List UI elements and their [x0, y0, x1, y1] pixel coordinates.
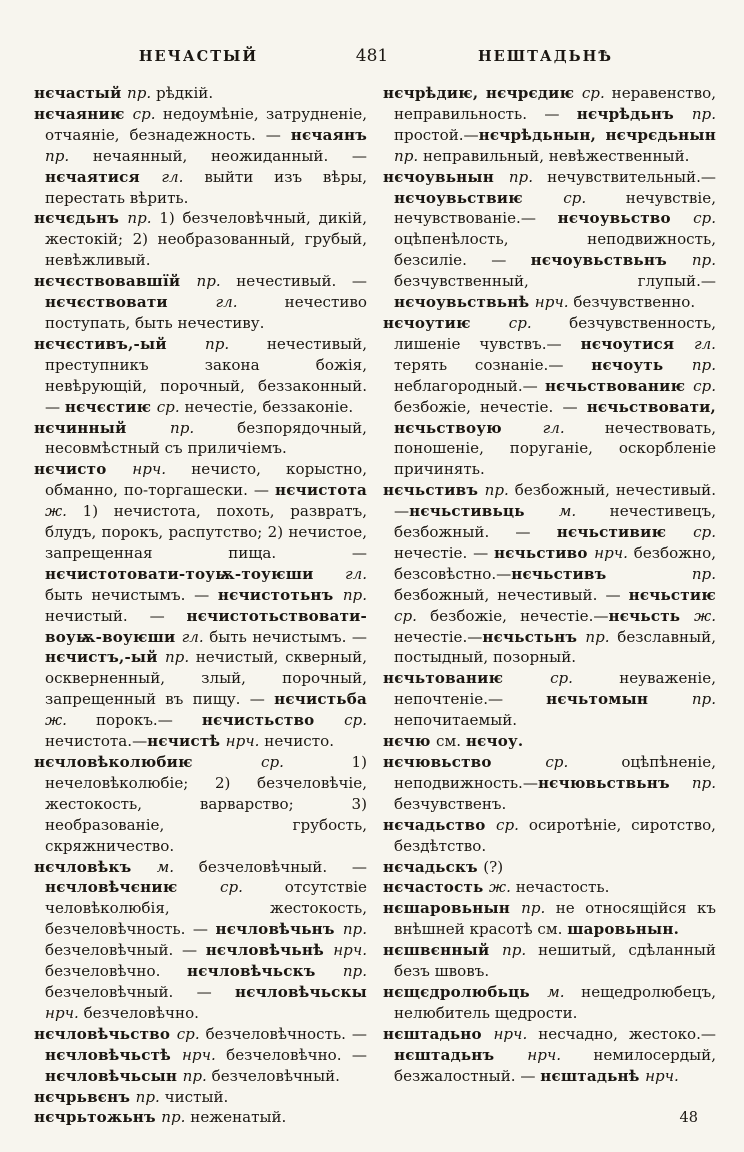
running-head	[0, 0, 744, 66]
definition-text: быть нечистымъ. —	[203, 627, 367, 646]
headword: нєщєдролюбьць	[383, 982, 548, 1001]
grammar-label: гл.	[215, 293, 238, 312]
headword: нєчьсть	[608, 606, 695, 625]
grammar-label: пр.	[691, 773, 716, 792]
page-number: 481	[355, 46, 389, 66]
dictionary-entry	[34, 83, 367, 104]
headword: нєчистьба	[274, 690, 367, 709]
definition-text: не относящійся къ внѣшней красотѣ см.	[394, 899, 716, 939]
dictionary-entry	[383, 480, 716, 668]
grammar-label: гл.	[542, 418, 565, 437]
grammar-label: пр.	[135, 1087, 160, 1106]
headword: нєчловѣчьскъ	[187, 962, 343, 981]
definition-text: немилосердый, безжалостный. —	[394, 1045, 716, 1085]
headword: нєчєдьнъ	[34, 209, 128, 228]
dictionary-entry	[383, 313, 716, 480]
grammar-label: пр.	[691, 104, 717, 123]
dictionary-entry	[383, 752, 716, 815]
grammar-label: ж.	[488, 878, 511, 897]
definition-text: безчувственъ.	[394, 794, 507, 813]
grammar-label: гл.	[181, 627, 204, 646]
headword: нєчловѣчьство	[34, 1024, 177, 1043]
headword: нєчастость	[383, 878, 489, 897]
definition-text: безчеловѣчный. —	[45, 982, 235, 1001]
definition-text: порокъ.—	[66, 711, 202, 730]
headword: нєчловѣчьскы	[234, 982, 367, 1001]
definition-text: неравенство, неправильность. —	[394, 84, 716, 123]
headword: нєчоувьствиѥ	[394, 188, 564, 207]
definition-text: безчеловѣчность. —	[199, 1024, 368, 1043]
dictionary-entry	[34, 208, 367, 271]
grammar-label: пр.	[127, 84, 152, 102]
definition-text: безчувственность, лишеніе чувствъ.—	[394, 313, 716, 353]
grammar-label: гл.	[693, 334, 716, 353]
definition-text: нечестиво поступать, быть нечестиву.	[45, 293, 368, 332]
grammar-label: ср.	[693, 376, 716, 395]
headword: нєчрѣдиѥ, нєчрєдиѥ	[383, 84, 582, 102]
definition-text: неженатый.	[185, 1108, 287, 1127]
headword: нєчаятися	[45, 167, 162, 186]
grammar-label: пр.	[691, 251, 716, 270]
definition-text: неблагородный.—	[394, 376, 545, 395]
definition-text: нечестіе, беззаконіе.	[179, 397, 354, 416]
definition-text: простой.—	[394, 125, 479, 144]
headword: нєчистотьствовати-воуѭ-воуѥши	[45, 606, 367, 646]
headword: нєчоувьствьнъ	[530, 251, 692, 270]
definition-text: безчеловѣчно.	[45, 962, 188, 981]
grammar-label: пр.	[508, 167, 533, 186]
grammar-label: нрч.	[132, 460, 167, 479]
definition-text: безчеловѣчный. —	[174, 857, 367, 876]
grammar-label: нрч.	[181, 1045, 216, 1064]
definition-text: безбожно, безсовѣстно.—	[394, 543, 716, 583]
headword: нєчрѣдьнын, нєчрєдьнын	[478, 125, 716, 144]
definition-text: нечествовать, поношеніе, поруганіе, оскорбленіе причинять.	[394, 418, 716, 479]
dictionary-entry	[34, 752, 367, 857]
headword: нєчєствовати	[45, 293, 216, 312]
definition-text: отсутствіе человѣколюбія, жестокость, безчеловѣчность. —	[45, 878, 367, 939]
definition-text: чистый.	[159, 1087, 229, 1106]
grammar-label: ср.	[581, 84, 605, 102]
definition-text: оцѣпенѣлость, неподвижность, безсиліе. —	[394, 230, 716, 270]
running-head-left: НЕЧАСТЫЙ	[138, 48, 259, 65]
headword: нєчьстиѥ	[628, 585, 716, 604]
grammar-label: пр.	[342, 920, 367, 939]
headword: шаровьнын.	[567, 920, 680, 939]
headword: нєчоувьнын	[383, 167, 509, 186]
definition-text: безчеловѣчно. —	[215, 1045, 367, 1064]
headword: нєчрѣдьнъ	[576, 104, 692, 123]
grammar-label: ж.	[45, 711, 67, 730]
grammar-label: м.	[547, 982, 565, 1001]
definition-text: выйти изъ вѣры, перестать вѣрить.	[45, 167, 367, 207]
headword: нєштадьнъ	[394, 1045, 528, 1064]
running-head-right: НЕШТАДЬНѢ	[477, 48, 614, 65]
dictionary-entry	[34, 459, 367, 752]
grammar-label: пр.	[691, 690, 716, 709]
dictionary-entry	[34, 334, 367, 418]
grammar-label: нрч.	[527, 1045, 562, 1064]
headword: нєчєстивъ,-ый	[34, 334, 206, 353]
right-column	[383, 83, 716, 1128]
grammar-label: нрч.	[645, 1066, 679, 1085]
headword: нєчистъ,-ый	[45, 648, 165, 667]
grammar-label: пр.	[394, 146, 419, 165]
grammar-label: нрч.	[333, 941, 368, 960]
grammar-label: пр.	[182, 1066, 207, 1085]
definition-text: быть нечистымъ. —	[45, 585, 218, 604]
grammar-label: нрч.	[594, 543, 628, 562]
definition-text: безбожный, нечестивый.—	[394, 481, 716, 521]
definition-text: недоумѣніе, затрудненіе, отчаяніе, безнадежность. —	[45, 104, 367, 144]
headword: нєчадьскъ	[383, 857, 484, 876]
definition-text: несчадно, жестоко.—	[527, 1024, 716, 1043]
headword: нєчрьвєнъ	[34, 1087, 136, 1106]
grammar-label: ср.	[508, 313, 532, 332]
grammar-label: пр.	[484, 481, 509, 500]
definition-text: безпорядочный, несовмѣстный съ приличіемъ.	[45, 418, 367, 458]
definition-text: терять сознаніе.—	[394, 355, 592, 374]
definition-text: неправильный, невѣжественный.	[418, 146, 690, 165]
grammar-label: ср.	[693, 523, 716, 542]
definition-text: нечувствительный.—	[533, 167, 716, 186]
definition-text: см.	[436, 732, 466, 751]
dictionary-entry	[383, 877, 716, 898]
headword: нєчьтомын	[546, 690, 692, 709]
grammar-label: пр.	[691, 355, 716, 374]
definition-text: безчувственно.	[568, 293, 696, 312]
grammar-label: пр.	[161, 1108, 186, 1127]
headword: нєчадьство	[383, 815, 497, 834]
headword: нєчоутися	[580, 334, 694, 353]
definition-text: безбожный, нечестивый. —	[394, 585, 629, 604]
headword: нєчьстиво	[494, 543, 595, 562]
dictionary-entry	[383, 857, 716, 878]
dictionary-entry	[34, 104, 367, 209]
grammar-label: ср.	[563, 188, 587, 207]
headword: нєшвєнный	[383, 941, 502, 960]
grammar-label: ср.	[496, 815, 519, 834]
headword: нєчєстиѥ	[64, 397, 157, 416]
headword: нєчастый	[34, 84, 127, 102]
grammar-label: пр.	[342, 962, 367, 981]
grammar-label: ср.	[394, 606, 417, 625]
dictionary-entry	[34, 1024, 367, 1087]
headword: нєчрьтожьнъ	[34, 1108, 162, 1127]
headword: нєчьствованиѥ	[544, 376, 694, 395]
headword: нєчловѣчьнѣ	[205, 941, 334, 960]
definition-text: 1) нечистота, похоть, развратъ, блудъ, порокъ, распутство; 2) нечистое, запрещенная пища. —	[45, 502, 367, 562]
grammar-label: нрч.	[45, 1003, 79, 1022]
grammar-label: м.	[558, 502, 577, 521]
headword: нєчинный	[34, 418, 171, 437]
grammar-label: м.	[156, 857, 175, 876]
definition-text: нечаянный, неожиданный. —	[69, 146, 367, 165]
headword: нєчаянъ	[290, 125, 367, 144]
grammar-label: пр.	[205, 334, 230, 353]
definition-text: нечистота.—	[45, 732, 148, 751]
headword: нєчьстьнъ	[482, 627, 586, 646]
headword: нєчоуть	[591, 355, 692, 374]
definition-text: безславный, постыдный, позорный.	[394, 627, 716, 667]
headword: нєчловѣколюбиѥ	[34, 753, 262, 771]
definition-text: нечестіе. —	[394, 543, 495, 562]
definition-text: нечестіе.—	[394, 627, 483, 646]
headword: нєчьствовати, нєчьствоую	[394, 397, 716, 437]
headword: нєчаяниѥ	[34, 104, 133, 123]
dictionary-entry	[383, 83, 716, 167]
dictionary-entry	[34, 271, 367, 334]
grammar-label: пр.	[342, 585, 367, 604]
definition-text: безчеловѣчно.	[78, 1003, 199, 1022]
definition-text: нечистый, скверный, оскверненный, злый, порочный, запрещенный въ пищу. —	[45, 648, 367, 709]
grammar-label: пр.	[196, 272, 221, 291]
headword: нєчоувьствьнѣ	[394, 293, 535, 312]
dictionary-entry	[383, 898, 716, 940]
definition-text: рѣдкій.	[151, 84, 214, 102]
headword: нєчьтованиѥ	[383, 669, 551, 688]
headword: нєчловѣчєниѥ	[45, 878, 221, 897]
grammar-label: пр.	[585, 627, 610, 646]
headword: нєчоу.	[465, 732, 524, 751]
definition-text: неуваженіе, непочтеніе.—	[394, 669, 716, 709]
headword: нєчювьство	[383, 753, 546, 771]
definition-text: нечестивецъ, безбожный. —	[394, 502, 716, 542]
headword: нєчєствовавшїй	[34, 272, 197, 291]
headword: нєчистьство	[201, 711, 345, 730]
grammar-label: ср.	[545, 753, 569, 771]
grammar-label: пр.	[501, 941, 527, 960]
dictionary-entry	[383, 1024, 716, 1087]
dictionary-entry	[383, 815, 716, 857]
definition-text: нечастость.	[510, 878, 610, 897]
signature-number: 48	[679, 1110, 698, 1126]
headword: нєчоутиѥ	[383, 313, 509, 332]
headword: нєчистотьнъ	[217, 585, 343, 604]
headword: нєчловѣкъ	[34, 857, 157, 876]
definition-text: нечисто, корыстно, обманно, по-торгашески. —	[45, 460, 367, 500]
grammar-label: пр.	[691, 564, 716, 583]
headword: нєчьстивъ	[383, 481, 485, 500]
grammar-label: пр.	[164, 648, 190, 667]
grammar-label: ср.	[344, 711, 367, 730]
dictionary-entry	[383, 167, 716, 313]
definition-text: безчувственный, глупый.—	[394, 272, 716, 291]
definition-text: непочитаемый.	[394, 711, 518, 730]
headword: нєчловѣчьсын	[45, 1066, 183, 1085]
definition-text: оцѣпѣненіе, неподвижность.—	[394, 753, 716, 792]
headword: нєчистотовати-тоуѭ-тоуѥши	[45, 564, 345, 583]
headword: нєшаровьнын	[383, 899, 522, 918]
grammar-label: нрч.	[534, 293, 569, 312]
headword: нєчювьствьнъ	[537, 773, 692, 792]
definition-text: нечестивый, преступникъ закона божія, невѣрующій, порочный, беззаконный. —	[45, 334, 367, 416]
definition-text: (?)	[483, 857, 504, 876]
grammar-label: ж.	[694, 606, 716, 625]
grammar-label: гл.	[161, 167, 184, 186]
grammar-label: нрч.	[225, 732, 260, 751]
headword: нєчловѣчьнъ	[215, 920, 343, 939]
definition-text: нешитый, сдѣланный безъ швовъ.	[394, 941, 716, 981]
headword: нєчистота	[274, 481, 367, 500]
headword: нєчьстивьць	[409, 502, 559, 521]
dictionary-entry	[383, 982, 716, 1024]
dictionary-entry	[34, 1087, 367, 1108]
headword: нєчьстивиѥ	[556, 523, 694, 542]
headword: нєчоувьство	[557, 209, 694, 228]
headword: нєчловѣчьстѣ	[45, 1045, 182, 1064]
definition-text: нечистый. —	[45, 606, 187, 625]
grammar-label: ж.	[45, 502, 67, 521]
definition-text: безчеловѣчный.	[206, 1066, 340, 1085]
definition-text: осиротѣніе, сиротство, бездѣтство.	[394, 815, 716, 855]
dictionary-entry	[383, 731, 716, 752]
dictionary-entry	[383, 940, 716, 982]
definition-text: 1) нечеловѣколюбіе; 2) безчеловѣчіе, жестокость, варварство; 3) необразованіе, грубость, скряжничество.	[45, 753, 367, 855]
grammar-label: ср.	[261, 753, 284, 771]
dictionary-entry	[34, 418, 367, 460]
definition-text: нечестивый. —	[220, 272, 367, 291]
grammar-label: пр.	[521, 899, 546, 918]
headword: нєштадьнѣ	[540, 1066, 646, 1085]
grammar-label: ср.	[132, 104, 156, 123]
headword: нєштадьно	[383, 1024, 494, 1043]
definition-text: нечувствіе, нечувствованіе.—	[394, 188, 716, 228]
headword: нєчю	[383, 732, 437, 751]
definition-text: нечисто.	[259, 732, 334, 751]
definition-text: безбожіе, нечестіе. —	[394, 397, 587, 416]
grammar-label: пр.	[170, 418, 195, 437]
headword: нєчисто	[34, 460, 133, 479]
grammar-label: нрч.	[493, 1024, 528, 1043]
headword: нєчьстивъ	[511, 564, 692, 583]
grammar-label: пр.	[127, 209, 152, 228]
grammar-label: ср.	[550, 669, 573, 688]
text-body	[0, 66, 744, 1128]
grammar-label: ср.	[693, 209, 717, 228]
grammar-label: ср.	[156, 397, 180, 416]
grammar-label: ср.	[220, 878, 243, 897]
definition-text: безчеловѣчный. —	[45, 941, 206, 960]
dictionary-entry	[34, 857, 367, 1024]
grammar-label: ср.	[176, 1024, 200, 1043]
left-column	[34, 83, 367, 1128]
grammar-label: гл.	[344, 564, 367, 583]
headword: нєчистѣ	[147, 732, 226, 751]
definition-text: нещедролюбецъ, нелюбитель щедрости.	[394, 982, 717, 1022]
grammar-label: пр.	[45, 146, 70, 165]
dictionary-entry	[34, 1107, 367, 1128]
dictionary-entry	[383, 668, 716, 731]
definition-text: безбожіе, нечестіе.—	[416, 606, 609, 625]
definition-text: 1) безчеловѣчный, дикій, жестокій; 2) необразованный, грубый, невѣжливый.	[45, 209, 367, 270]
